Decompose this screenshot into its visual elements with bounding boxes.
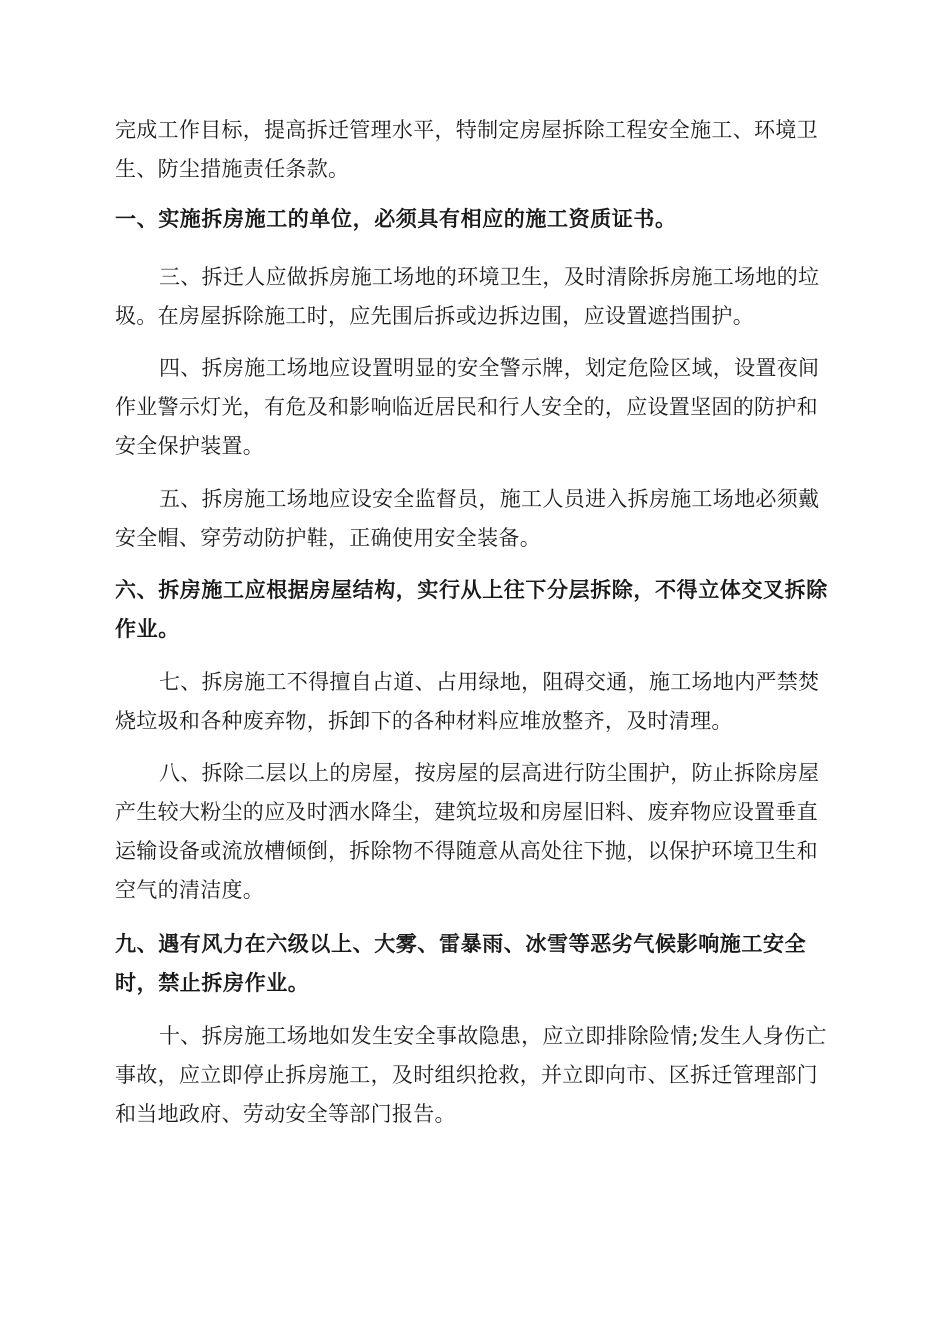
clause-8: 八、拆除二层以上的房屋，按房屋的层高进行防尘围护，防止拆除房屋产生较大粉尘的应及时洒水降尘，建筑垃圾和房屋旧料、废弃物应设置垂直运输设备或流放槽倾倒，拆除物不得随意从高处往下抛，以保护环境卫生和空气的清洁度。 (115, 761, 820, 902)
clause-3: 三、拆迁人应做拆房施工场地的环境卫生，及时清除拆房施工场地的垃圾。在房屋拆除施工时，应先围后拆或边拆边围，应设置遮挡围护。 (115, 265, 820, 328)
clause-5: 五、拆房施工场地应设安全监督员，施工人员进入拆房施工场地必须戴安全帽、穿劳动防护鞋，正确使用安全装备。 (115, 487, 820, 550)
clause-10: 十、拆房施工场地如发生安全事故隐患，应立即排除险情;发生人身伤亡事故，应立即停止拆房施工，及时组织抢救，并立即向市、区拆迁管理部门和当地政府、劳动安全等部门报告。 (115, 1024, 827, 1126)
clause-4: 四、拆房施工场地应设置明显的安全警示牌，划定危险区域，设置夜间作业警示灯光，有危及和影响临近居民和行人安全的，应设置坚固的防护和安全保护装置。 (115, 356, 820, 458)
clause-9: 九、遇有风力在六级以上、大雾、雷暴雨、冰雪等恶劣气候影响施工安全时，禁止拆房作业。 (115, 932, 807, 995)
clause-6: 六、拆房施工应根据房屋结构，实行从上往下分层拆除，不得立体交叉拆除作业。 (115, 578, 828, 641)
clause-1: 一、实施拆房施工的单位，必须具有相应的施工资质证书。 (115, 207, 677, 231)
paragraph-intro: 完成工作目标，提高拆迁管理水平，特制定房屋拆除工程安全施工、环境卫生、防尘措施责任条款。 (115, 118, 818, 181)
clause-7: 七、拆房施工不得擅自占道、占用绿地，阻碍交通，施工场地内严禁焚烧垃圾和各种废弃物，拆卸下的各种材料应堆放整齐，及时清理。 (115, 670, 820, 733)
